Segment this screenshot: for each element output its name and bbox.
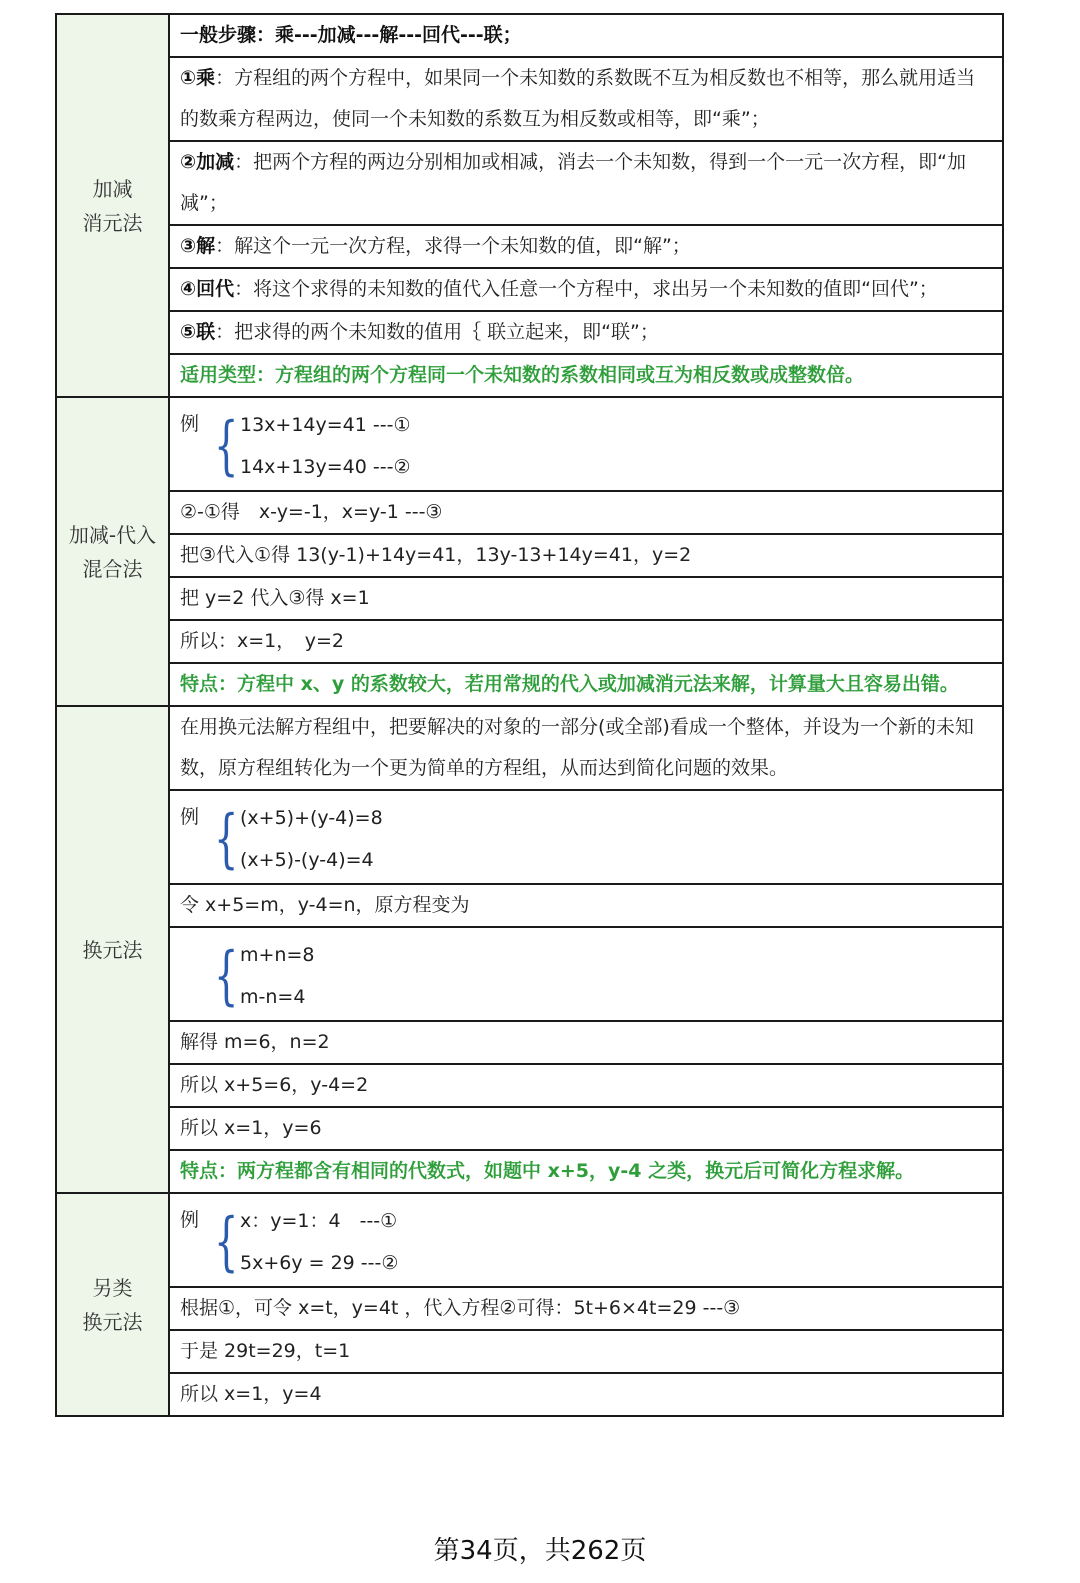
label-line: 消元法	[82, 210, 143, 235]
new-system	[170, 926, 1002, 1020]
methods-table	[55, 13, 1004, 1417]
intro-text: 在用换元法解方程组中，把要解决的对象的一部分(或全部)看成一个整体，并设为一个新的未知数，原方程组转化为一个更为简单的方程组，从而达到简化问题的效果。	[180, 716, 974, 779]
step-key: ②加减	[180, 151, 235, 173]
solution-row: 所以：x=1， y=2	[170, 619, 1002, 662]
step-text: ：方程组的两个方程中，如果同一个未知数的系数既不互为相反数也不相等，那么就用适当的数乘方程两边，使同一个未知数的系数互为相反数或相等，即“乘”；	[180, 67, 976, 130]
brace-icon: {	[214, 1205, 239, 1279]
section-label-substitution	[57, 705, 170, 1192]
example-system	[170, 789, 1002, 883]
step-row	[170, 56, 1002, 140]
equation-1: (x+5)+(y-4)=8	[240, 807, 383, 829]
brace-icon: {	[214, 409, 239, 483]
feature-note: 特点：两方程都含有相同的代数式，如题中 x+5，y-4 之类，换元后可简化方程求解。	[170, 1149, 1002, 1192]
brace-icon: {	[214, 939, 239, 1013]
equation-2: 14x+13y=40 ---②	[240, 456, 411, 478]
solution-row: 解得 m=6，n=2	[170, 1020, 1002, 1063]
page-number: 第34页，共262页	[433, 1536, 647, 1566]
section-content-elimination	[170, 15, 1002, 396]
solution-row: 所以 x=1，y=6	[170, 1106, 1002, 1149]
step-key: ③解	[180, 235, 216, 257]
general-steps-heading: 一般步骤：乘---加减---解---回代---联；	[180, 24, 522, 46]
solution-row: ②-①得 x-y=-1，x=y-1 ---③	[170, 490, 1002, 533]
example-label: 例	[180, 1209, 200, 1231]
step-row	[170, 310, 1002, 353]
equation-2: (x+5)-(y-4)=4	[240, 849, 374, 871]
step-row	[170, 224, 1002, 267]
solution-row: 把 y=2 代入③得 x=1	[170, 576, 1002, 619]
label-line: 另类	[92, 1275, 133, 1300]
substitution-row: 令 x+5=m，y-4=n，原方程变为	[170, 883, 1002, 926]
step-text: ：把求得的两个未知数的值用｛ 联立起来，即“联”；	[215, 321, 659, 343]
section-content-substitution	[170, 705, 1002, 1192]
example-label: 例	[180, 413, 200, 435]
equation-1: x：y=1：4 ---①	[240, 1210, 398, 1232]
label-line: 加减	[92, 176, 133, 201]
example-system	[170, 398, 1002, 490]
solution-row: 所以 x=1，y=4	[170, 1372, 1002, 1415]
solution-row: 根据①，可令 x=t，y=4t ，代入方程②可得：5t+6×4t=29 ---③	[170, 1286, 1002, 1329]
label-line: 换元法	[82, 1309, 143, 1334]
applicable-type-note: 适用类型：方程组的两个方程同一个未知数的系数相同或互为相反数或成整数倍。	[170, 353, 1002, 396]
solution-row: 于是 29t=29，t=1	[170, 1329, 1002, 1372]
equation-1: 13x+14y=41 ---①	[240, 414, 411, 436]
solution-row: 所以 x+5=6，y-4=2	[170, 1063, 1002, 1106]
solution-row: 把③代入①得 13(y-1)+14y=41，13y-13+14y=41，y=2	[170, 533, 1002, 576]
step-key: ①乘	[180, 67, 216, 89]
equation-3: m+n=8	[240, 944, 315, 966]
step-text: ：解这个一元一次方程，求得一个未知数的值，即“解”；	[215, 235, 691, 257]
example-label: 例	[180, 806, 200, 828]
equation-4: m-n=4	[240, 986, 306, 1008]
section-content-alt-substitution	[170, 1192, 1002, 1415]
step-key: ⑤联	[180, 321, 216, 343]
step-text: ：将这个求得的未知数的值代入任意一个方程中，求出另一个未知数的值即“回代”；	[234, 278, 938, 300]
section-content-mixed	[170, 396, 1002, 705]
label-line: 换元法	[82, 937, 143, 962]
step-row	[170, 267, 1002, 310]
feature-note: 特点：方程中 x、y 的系数较大，若用常规的代入或加减消元法来解，计算量大且容易出错。	[170, 662, 1002, 705]
section-label-elimination	[57, 15, 170, 396]
label-line: 加减-代入	[68, 522, 157, 547]
step-key: ④回代	[180, 278, 235, 300]
label-line: 混合法	[82, 556, 143, 581]
brace-icon: {	[214, 802, 239, 876]
step-text: ：把两个方程的两边分别相加或相减，消去一个未知数，得到一个一元一次方程，即“加减”；	[180, 151, 966, 214]
equation-2: 5x+6y = 29 ---②	[240, 1252, 399, 1274]
example-system	[170, 1194, 1002, 1286]
step-row	[170, 140, 1002, 224]
section-label-mixed	[57, 396, 170, 705]
section-label-alt-substitution	[57, 1192, 170, 1415]
